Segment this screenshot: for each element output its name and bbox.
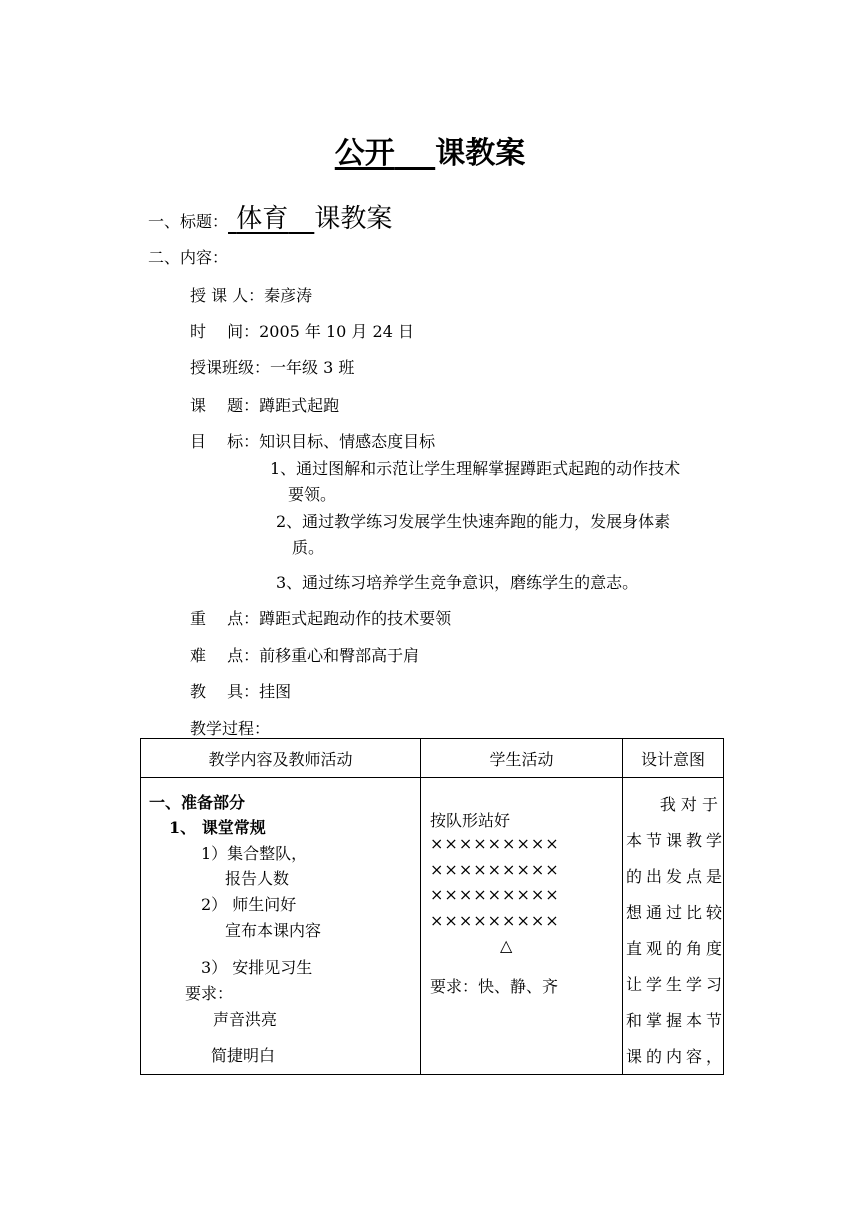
section-title: 一、准备部分 [149,793,246,812]
lesson-plan-table [140,738,724,1075]
header-student-activity: 学生活动 [421,739,623,778]
formation-row-2: ××××××××× [430,860,560,879]
routine-step-1b: 报告人数 [225,869,290,888]
header-design-intent: 设计意图 [623,739,724,778]
routine-step-1: 1）集合整队， [201,844,308,863]
formation-row-4: ××××××××× [430,911,560,930]
formation-instruction: 按队形站好 [430,811,511,830]
requirement-1: 声音洪亮 [213,1010,278,1029]
document-title-underlined: 公开 [334,136,395,171]
routine-step-3: 3） 安排见习生 [201,958,313,977]
formation-row-1: ××××××××× [430,834,560,853]
student-activity-cell [421,778,623,1075]
goal-item-3: 3、通过练习培养学生竞争意识，磨练学生的意志。 [276,573,639,592]
student-requirement: 要求：快、静、齐 [430,977,559,996]
time-line: 时 间：2005 年 10 月 24 日 [190,322,414,341]
key-point-line: 重 点：蹲距式起跑动作的技术要领 [190,609,452,628]
routine-step-2b: 宣布本课内容 [225,921,322,940]
teacher-activity-cell [141,778,421,1075]
header-teacher-activity: 教学内容及教师活动 [141,739,421,778]
goal-item-1: 1、通过图解和示范让学生理解掌握蹲距式起跑的动作技术 [270,459,681,478]
document-title-blank [395,136,435,171]
requirement-2: 简捷明白 [211,1046,276,1065]
intent-line: 本 节 课 教 学 [626,831,722,850]
intent-line: 让 学 生 学 习 [626,975,722,994]
table-header-row [141,739,724,778]
intent-line: 课 的 内 容 ， [626,1047,722,1066]
teacher-line: 授 课 人：秦彦涛 [190,286,313,305]
document-title [0,128,860,172]
goal-line: 目 标：知识目标、情感态度目标 [190,432,436,451]
heading-line [148,198,392,235]
goal-item-2-cont: 质。 [292,538,325,557]
routine-step-2: 2） 师生问好 [201,895,297,914]
requirement-label: 要求： [185,984,234,1003]
design-intent-cell [623,778,724,1075]
document-title-suffix: 课教案 [435,136,526,171]
intent-line: 想 通 过 比 较 [626,903,722,922]
tools-line: 教 具：挂图 [190,682,292,701]
intent-line: 我 对 于 [659,795,718,814]
content-label: 二、内容： [148,248,229,267]
goal-item-2: 2、通过教学练习发展学生快速奔跑的能力，发展身体素 [276,512,671,531]
process-label: 教学过程： [190,719,271,738]
heading-subject-text: 体育 [236,204,289,234]
heading-suffix: 课教案 [314,204,393,234]
teacher-position-mark: △ [500,936,513,955]
goal-item-1-cont: 要领。 [288,485,337,504]
intent-line: 直 观 的 角 度 [626,939,722,958]
heading-subject [228,204,314,234]
item-routine: 1、 课堂常规 [169,818,266,837]
table-row [141,778,724,1075]
class-line: 授课班级：一年级 3 班 [190,358,355,377]
topic-line: 课 题：蹲距式起跑 [190,396,340,415]
heading-label: 一、标题： [148,212,229,231]
intent-line: 的 出 发 点 是 [626,867,722,886]
intent-line: 和 掌 握 本 节 [626,1011,722,1030]
difficulty-line: 难 点：前移重心和臀部高于肩 [190,646,420,665]
formation-row-3: ××××××××× [430,885,560,904]
